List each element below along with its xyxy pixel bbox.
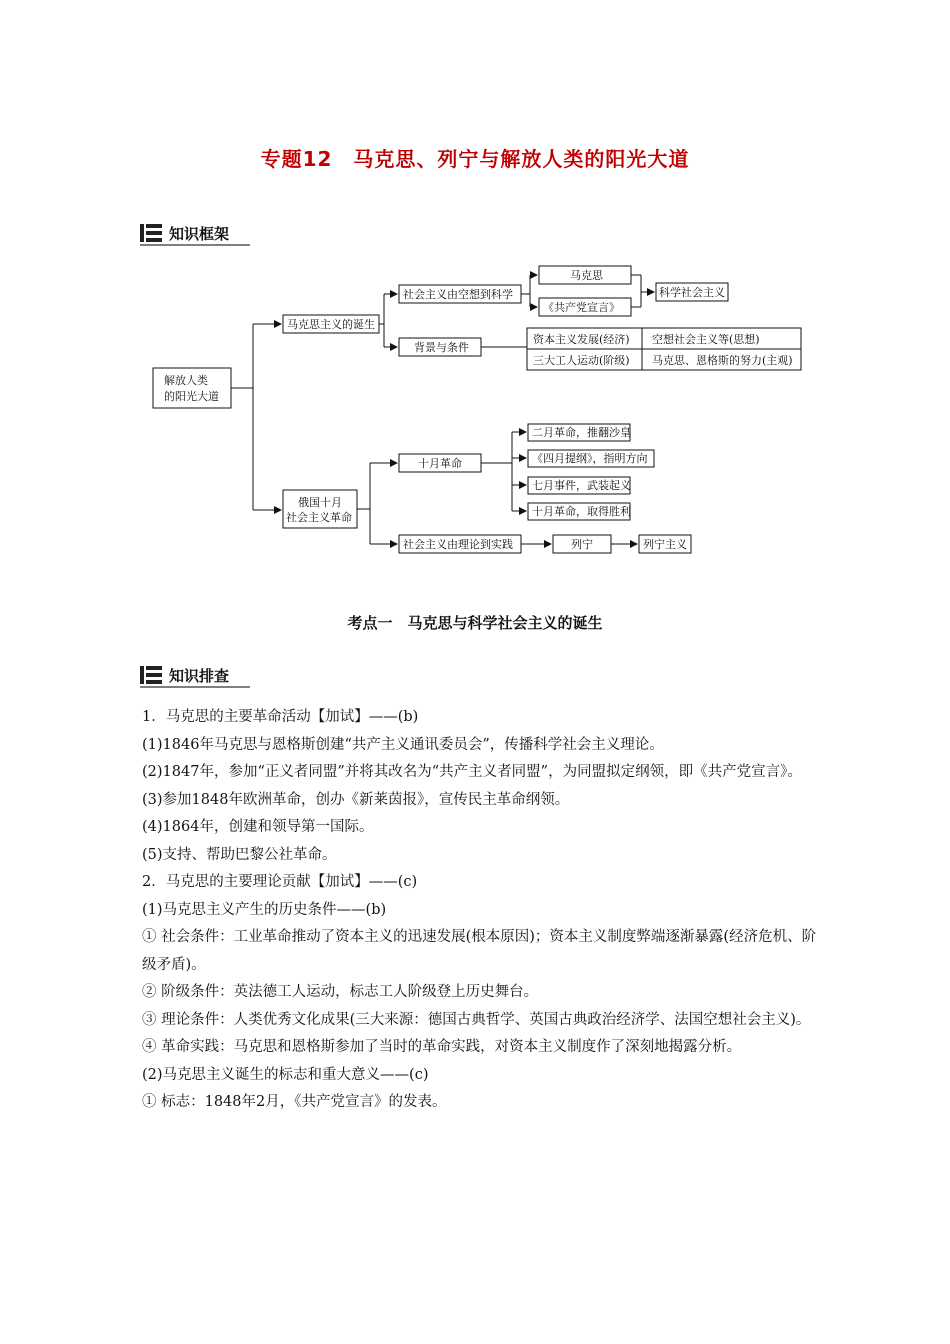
- paragraph: ① 标志：1848年2月，《共产党宣言》的发表。: [142, 1094, 447, 1110]
- node-lenin: 列宁: [571, 538, 593, 551]
- paragraph: ① 社会条件：工业革命推动了资本主义的迅速发展(根本原因)；资本主义制度弊端逐渐暴露(经济危机、阶级矛盾)。: [142, 929, 817, 973]
- paragraph: ② 阶级条件：英法德工人运动，标志工人阶级登上历史舞台。: [142, 984, 539, 1000]
- paragraph: ④ 革命实践：马克思和恩格斯参加了当时的革命实践，对资本主义制度作了深刻地揭露分析。: [142, 1039, 742, 1055]
- body-text: [142, 704, 822, 1117]
- paragraph: (4)1864年，创建和领导第一国际。: [142, 819, 374, 835]
- node-background: 背景与条件: [414, 341, 469, 354]
- section-title: 知识排查: [169, 666, 230, 685]
- paragraph: (2)1847年，参加“正义者同盟”并将其改名为“共产主义者同盟”，为同盟拟定纲领，即《共产党宣言》。: [142, 764, 802, 780]
- paragraph: (1)1846年马克思与恩格斯创建“共产主义通讯委员会”，传播科学社会主义理论。: [142, 736, 664, 753]
- node-october-line1: 俄国十月: [298, 496, 342, 509]
- node-marxism-birth: 马克思主义的诞生: [287, 318, 375, 331]
- node-october-line2: 社会主义革命: [286, 511, 352, 524]
- kaodian-heading: 考点一 马克思与科学社会主义的诞生: [347, 614, 603, 632]
- node-july: 七月事件，武装起义: [532, 479, 631, 492]
- node-capitalism-dev: 资本主义发展(经济): [533, 333, 630, 346]
- paragraph: 2．马克思的主要理论贡献【加试】——(c): [142, 874, 418, 890]
- paragraph: (5)支持、帮助巴黎公社革命。: [142, 846, 337, 863]
- paragraph: (3)参加1848年欧洲革命，创办《新莱茵报》，宣传民主革命纲领。: [142, 791, 570, 808]
- paragraph: (2)马克思主义诞生的标志和重大意义——(c): [142, 1066, 429, 1083]
- section-title: 知识框架: [169, 224, 230, 243]
- node-theory-to-practice: 社会主义由理论到实践: [403, 538, 513, 551]
- node-root-line2: 的阳光大道: [164, 390, 219, 403]
- node-leninism: 列宁主义: [643, 538, 687, 551]
- section-icon: [140, 666, 162, 684]
- node-scientific-socialism: 科学社会主义: [659, 286, 725, 299]
- knowledge-framework-diagram: [0, 0, 950, 600]
- node-utopian: 空想社会主义等(思想): [652, 333, 760, 346]
- paragraph: ③ 理论条件：人类优秀文化成果(三大来源：德国古典哲学、英国古典政治经济学、法国空想社会主义)。: [142, 1011, 811, 1028]
- node-workers: 三大工人运动(阶级): [533, 354, 630, 367]
- node-utopia-to-science: 社会主义由空想到科学: [403, 288, 513, 301]
- page-title: 专题12 马克思、列宁与解放人类的阳光大道: [260, 147, 690, 171]
- node-marx: 马克思: [570, 269, 603, 282]
- section-header-check: [140, 664, 250, 688]
- node-october-win: 十月革命，取得胜利: [532, 505, 631, 518]
- paragraph: (1)马克思主义产生的历史条件——(b): [142, 901, 387, 918]
- node-root-line1: 解放人类: [164, 374, 208, 387]
- paragraph: 1．马克思的主要革命活动【加试】——(b): [142, 709, 419, 725]
- node-february: 二月革命，推翻沙皇: [532, 426, 631, 439]
- node-october-revolution: 十月革命: [418, 457, 462, 470]
- node-april: 《四月提纲》，指明方向: [532, 452, 648, 465]
- node-manifesto: 《共产党宣言》: [543, 301, 620, 314]
- node-efforts: 马克思、恩格斯的努力(主观): [652, 354, 793, 367]
